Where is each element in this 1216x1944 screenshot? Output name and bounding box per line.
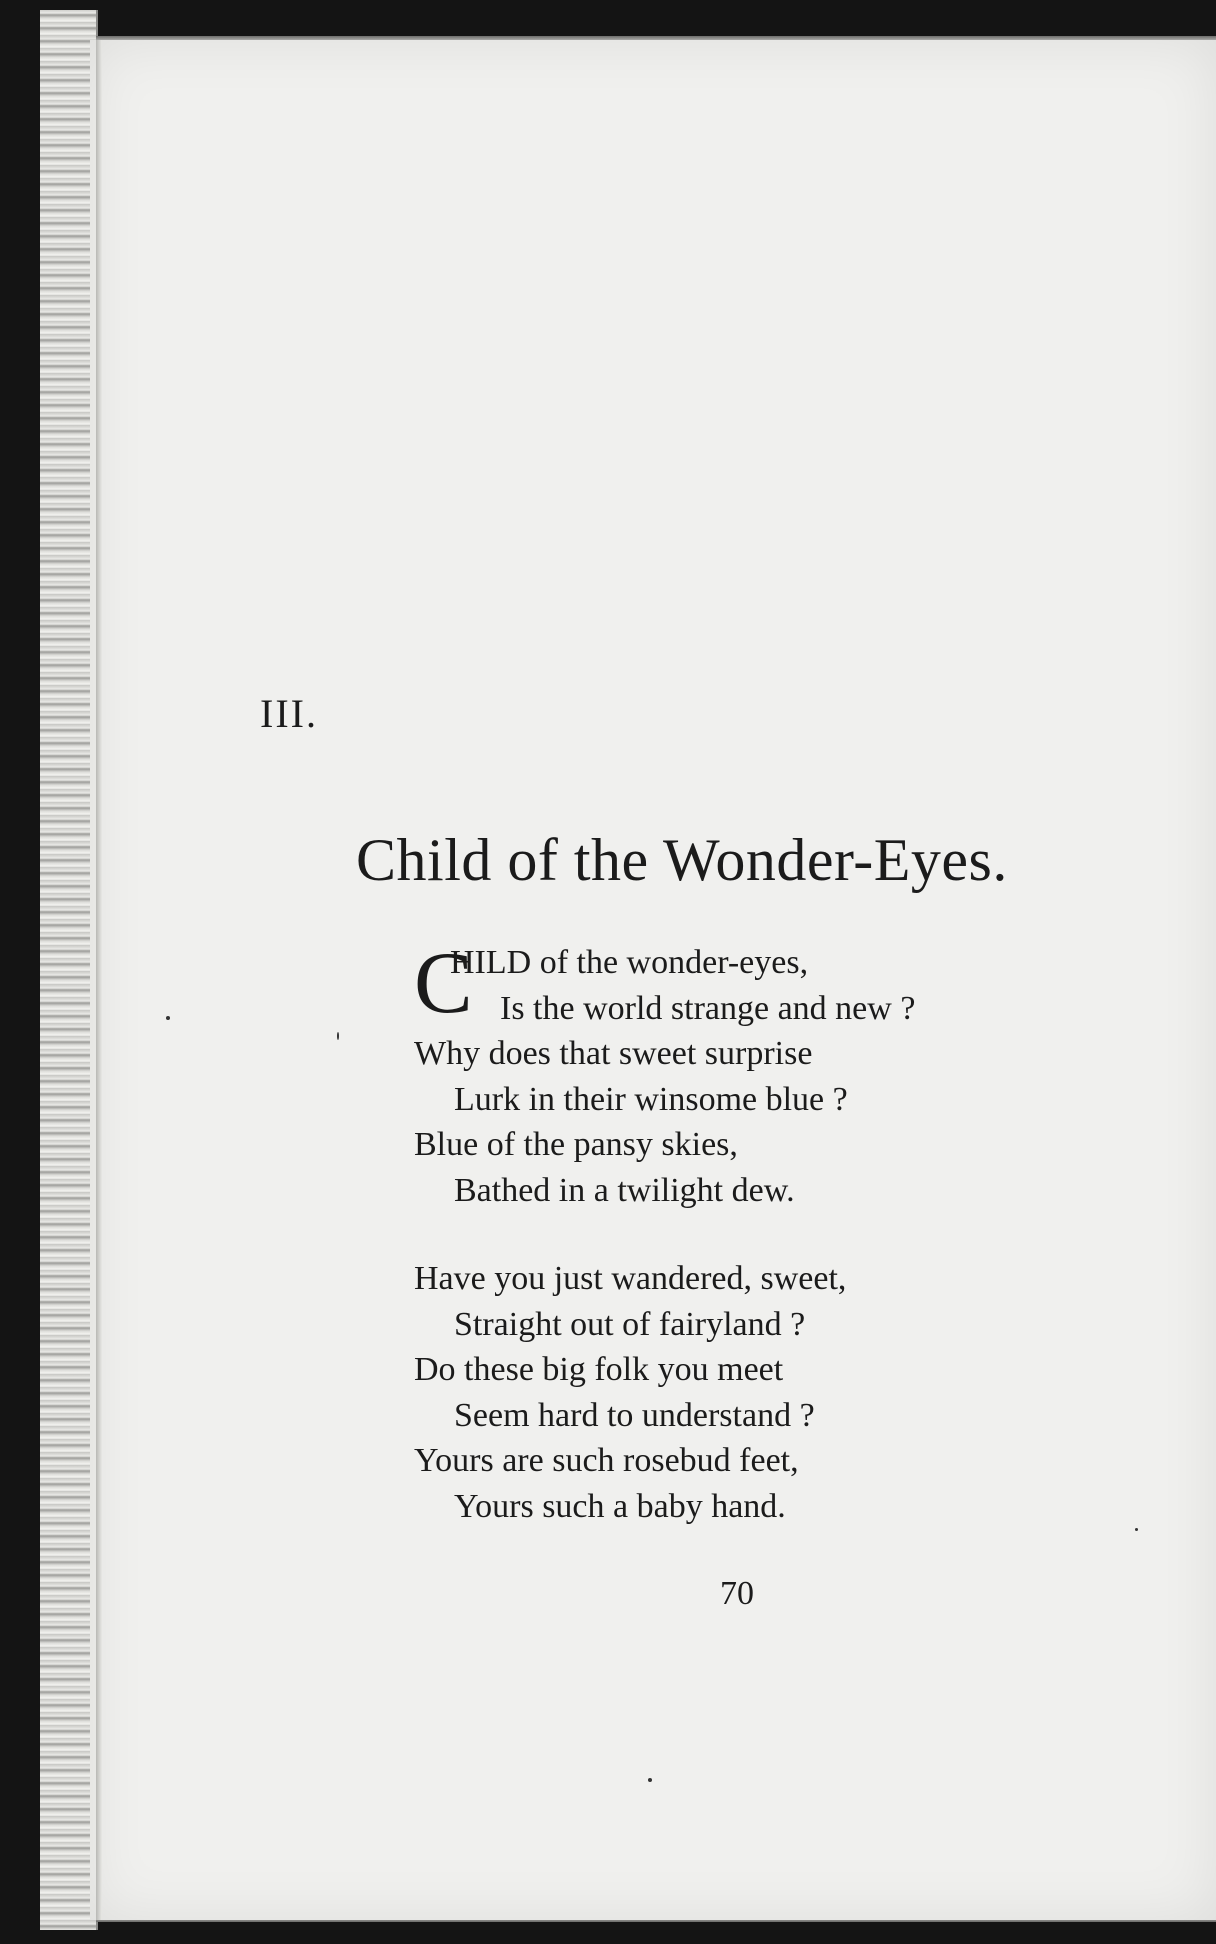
poem-line: Blue of the pansy skies, xyxy=(414,1126,738,1163)
paper-speck xyxy=(337,1032,339,1040)
paper-speck xyxy=(648,1778,652,1782)
poem-line: Bathed in a twilight dew. xyxy=(454,1171,795,1209)
poem-title: Child of the Wonder-Eyes. xyxy=(356,827,1008,893)
poem-line: Yours are such rosebud feet, xyxy=(414,1442,799,1479)
drop-cap: C xyxy=(414,935,473,1032)
stanza-1 xyxy=(414,935,916,1213)
poem-line: Seem hard to understand ? xyxy=(454,1396,815,1434)
page-number: 70 xyxy=(720,1575,754,1612)
paper-speck xyxy=(1135,1528,1138,1531)
paper-speck xyxy=(166,1016,170,1020)
poem-line: Is the world strange and new ? xyxy=(500,989,916,1027)
poem-line: Do these big folk you meet xyxy=(414,1351,784,1388)
stanza-2 xyxy=(414,1256,846,1529)
poem-line: HILD of the wonder-eyes, xyxy=(450,944,809,981)
chapter-number: III. xyxy=(260,691,318,736)
page-gutter-shadow xyxy=(96,40,102,1920)
poem-line: Yours such a baby hand. xyxy=(454,1487,786,1525)
poem-line: Why does that sweet surprise xyxy=(414,1035,813,1072)
poem-line: Straight out of fairyland ? xyxy=(454,1305,806,1343)
poem-line: Lurk in their winsome blue ? xyxy=(454,1080,848,1118)
poem-line: Have you just wandered, sweet, xyxy=(414,1260,847,1297)
